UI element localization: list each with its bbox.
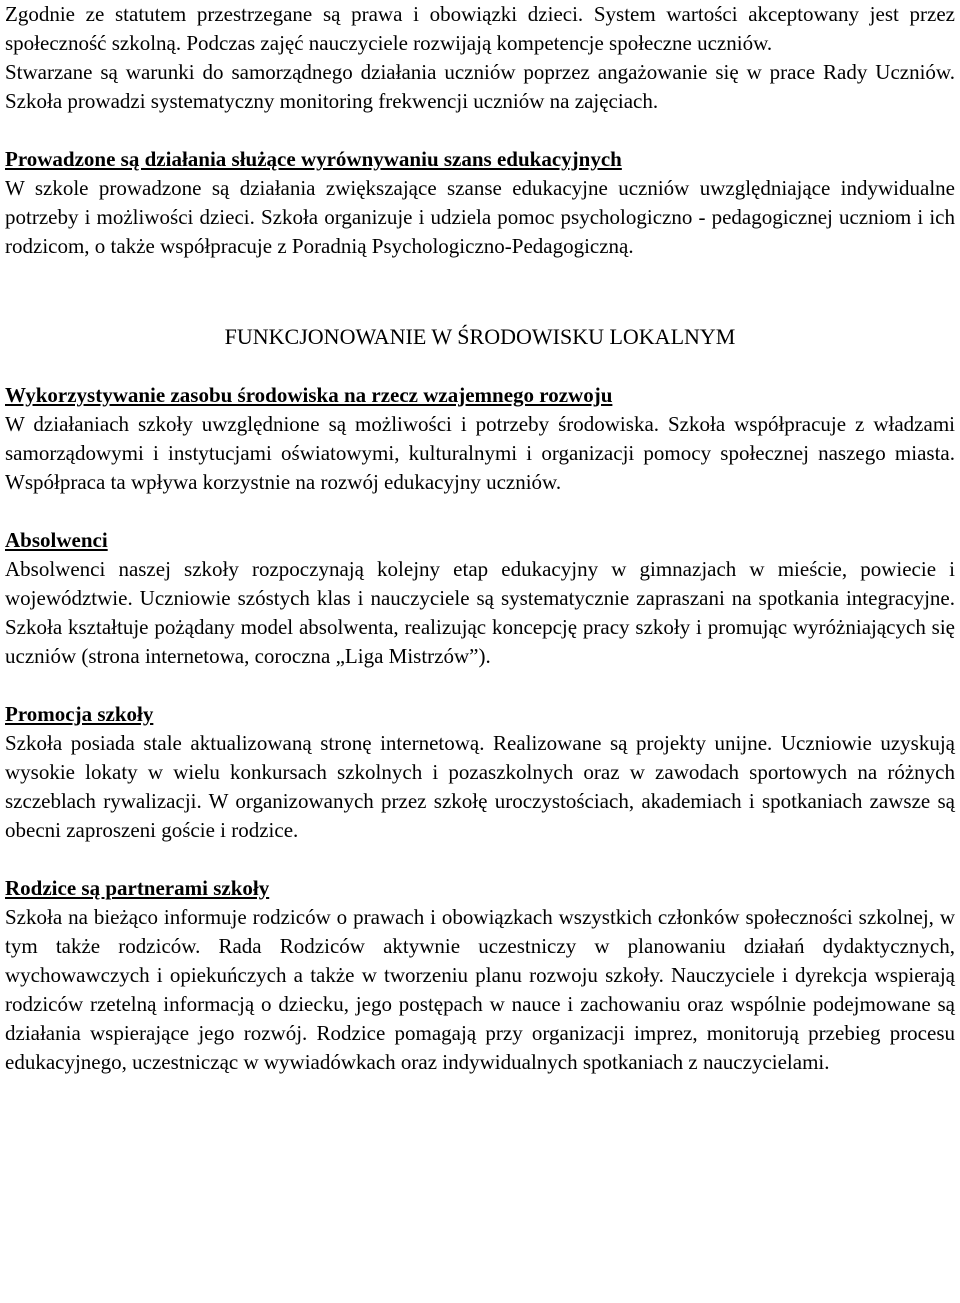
spacer xyxy=(5,261,955,322)
spacer xyxy=(5,497,955,526)
heading-parents-partners: Rodzice są partnerami szkoły xyxy=(5,876,270,900)
spacer xyxy=(5,116,955,145)
heading-graduates: Absolwenci xyxy=(5,528,108,552)
section-title-local-environment: FUNKCJONOWANIE W ŚRODOWISKU LOKALNYM xyxy=(224,324,736,349)
paragraph-graduates: Absolwenci naszej szkoły rozpoczynają kolejny etap edukacyjny w gimnazjach w mieście, powiecie i województwie. Uczniowie szóstych klas i nauczyciele są systematycznie zapraszani na spotkania integracyjne. Szkoła kształtuje pożądany model absolwenta, realizując koncepcję pracy szkoły i promując wyróżniających się uczniów (strona internetowa, coroczna „Liga Mistrzów”). xyxy=(5,557,955,668)
intro-paragraph-student-council: Stwarzane są warunki do samorządnego działania uczniów poprzez angażowanie się w prace Rady Uczniów. Szkoła prowadzi systematyczny monitoring frekwencji uczniów na zajęciach. xyxy=(5,60,955,113)
heading-environment-resources: Wykorzystywanie zasobu środowiska na rzecz wzajemnego rozwoju xyxy=(5,383,613,407)
paragraph-environment-resources: W działaniach szkoły uwzględnione są możliwości i potrzeby środowiska. Szkoła współpracuje z władzami samorządowymi i instytucjami oświatowymi, kulturalnymi i organizacji pomocy społecznej naszego miasta. Współpraca ta wpływa korzystnie na rozwój edukacyjny uczniów. xyxy=(5,412,955,494)
spacer xyxy=(5,671,955,700)
document-page xyxy=(5,0,955,1077)
heading-equal-chances: Prowadzone są działania służące wyrównywaniu szans edukacyjnych xyxy=(5,147,622,171)
spacer xyxy=(5,352,955,381)
paragraph-parents-partners: Szkoła na bieżąco informuje rodziców o prawach i obowiązkach wszystkich członków społeczności szkolnej, w tym także rodziców. Rada Rodziców aktywnie uczestniczy w planowaniu działań dydaktycznych, wychowawczych i opiekuńczych a także w tworzeniu planu rozwoju szkoły. Nauczyciele i dyrekcja wspierają rodziców rzetelną informacją o dziecku, jego postępach w nauce i zachowaniu oraz wspólnie podejmowane są działania wspierające jego rozwój. Rodzice pomagają przy organizacji imprez, monitorują przebieg procesu edukacyjnego, uczestnicząc w wywiadówkach oraz indywidualnych spotkaniach z nauczycielami. xyxy=(5,905,955,1074)
paragraph-school-promotion: Szkoła posiada stale aktualizowaną stronę internetową. Realizowane są projekty unijne. Uczniowie uzyskują wysokie lokaty w wielu konkursach szkolnych i pozaszkolnych oraz w zawodach sportowych na różnych szczeblach rywalizacji. W organizowanych przez szkołę uroczystościach, akademiach i spotkaniach zawsze są obecni zaproszeni goście i rodzice. xyxy=(5,731,955,842)
heading-school-promotion: Promocja szkoły xyxy=(5,702,154,726)
intro-paragraph-values: Zgodnie ze statutem przestrzegane są prawa i obowiązki dzieci. System wartości akceptowany jest przez społeczność szkolną. Podczas zajęć nauczyciele rozwijają kompetencje społeczne uczniów. xyxy=(5,2,955,55)
paragraph-equal-chances: W szkole prowadzone są działania zwiększające szanse edukacyjne uczniów uwzględniające indywidualne potrzeby i możliwości dzieci. Szkoła organizuje i udziela pomoc psychologiczno - pedagogicznej uczniom i ich rodzicom, o także współpracuje z Poradnią Psychologiczno-Pedagogiczną. xyxy=(5,176,955,258)
spacer xyxy=(5,845,955,874)
